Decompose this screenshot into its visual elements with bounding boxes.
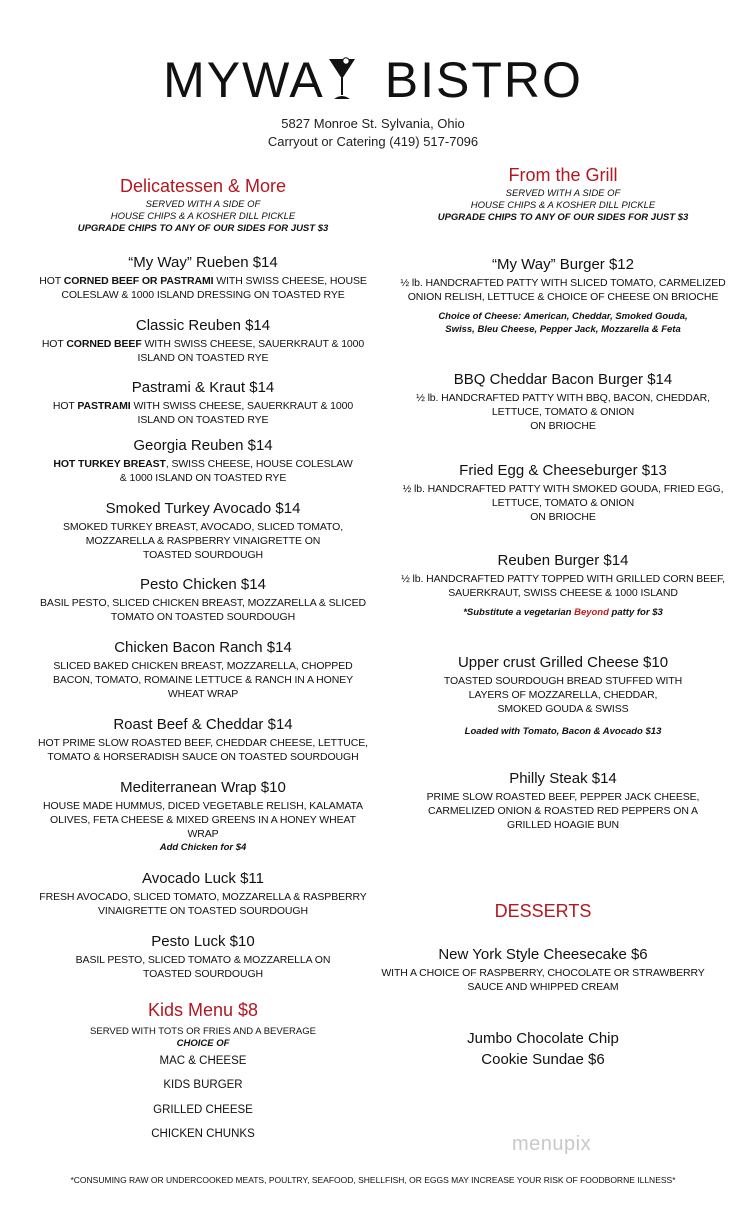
martini-glass-icon: [327, 55, 357, 101]
item-desc: WHEAT WRAP: [167, 688, 239, 700]
item-desc: SLICED BAKED CHICKEN BREAST, MOZZARELLA, CHOPPED: [53, 660, 353, 672]
deli-item: [0, 716, 406, 764]
item-name: New York Style Cheesecake $6: [438, 946, 648, 963]
item-desc: HOT PRIME SLOW ROASTED BEEF, CHEDDAR CHEESE, LETTUCE,: [38, 737, 368, 749]
item-desc-bold: CORNED BEEF OR PASTRAMI: [63, 275, 214, 287]
item-desc: ½ lb. HANDCRAFTED PATTY WITH BBQ, BACON, CHEDDAR,: [416, 392, 710, 404]
item-desc: HOT: [39, 275, 64, 287]
watermark: menupix: [512, 1133, 592, 1155]
item-desc: SAUCE AND WHIPPED CREAM: [467, 981, 619, 993]
item-name: Reuben Burger $14: [497, 552, 629, 569]
item-desc: LETTUCE, TOMATO & ONION: [491, 497, 635, 509]
item-note-brand: Beyond: [574, 607, 609, 618]
item-name: Georgia Reuben $14: [133, 437, 273, 454]
deli-item: [0, 437, 406, 485]
item-desc: ½ lb. HANDCRAFTED PATTY TOPPED WITH GRILLED CORN BEEF,: [401, 573, 725, 585]
item-desc: WITH SWISS CHEESE, HOUSE: [213, 275, 367, 287]
deli-item: [0, 254, 406, 302]
item-name: “My Way” Burger $12: [492, 256, 634, 273]
grill-sub3: UPGRADE CHIPS TO ANY OF OUR SIDES FOR JUST $3: [437, 212, 689, 223]
item-desc: BASIL PESTO, SLICED TOMATO & MOZZARELLA ON: [75, 954, 331, 966]
item-desc: ½ lb. HANDCRAFTED PATTY WITH SMOKED GOUDA, FRIED EGG,: [402, 483, 724, 495]
item-desc: WITH A CHOICE OF RASPBERRY, CHOCOLATE OR STRAWBERRY: [381, 967, 705, 979]
grill-item: [380, 654, 746, 738]
grill-item: [380, 462, 746, 524]
item-name: Philly Steak $14: [509, 770, 617, 787]
dessert-item: [370, 946, 716, 994]
deli-section: [0, 176, 406, 235]
deli-sub1: SERVED WITH A SIDE OF: [145, 199, 261, 210]
item-desc: ISLAND ON TOASTED RYE: [137, 414, 269, 426]
item-desc: ON BRIOCHE: [530, 511, 596, 523]
item-note: *Substitute a vegetarian: [463, 607, 575, 618]
grill-item: [380, 552, 746, 619]
item-note: patty for $3: [608, 607, 663, 618]
address: 5827 Monroe St. Sylvania, Ohio: [281, 116, 465, 131]
deli-title: Delicatessen & More: [119, 176, 287, 196]
item-desc: SMOKED TURKEY BREAST, AVOCADO, SLICED TOMATO,: [62, 521, 344, 533]
item-desc: , SWISS CHEESE, HOUSE COLESLAW: [165, 458, 353, 470]
item-desc-bold: HOT TURKEY BREAST: [53, 458, 166, 470]
item-name: Classic Reuben $14: [135, 317, 271, 334]
item-desc: TOASTED SOURDOUGH: [142, 968, 264, 980]
phone-line: Carryout or Catering (419) 517-7096: [267, 134, 479, 149]
item-desc: HOT: [41, 338, 67, 350]
kids-title: Kids Menu $8: [147, 1000, 259, 1020]
item-desc: ONION RELISH, LETTUCE & CHOICE OF CHEESE ON BRIOCHE: [407, 291, 719, 303]
item-desc-bold: CORNED BEEF: [66, 338, 142, 350]
item-desc: HOUSE MADE HUMMUS, DICED VEGETABLE RELISH, KALAMATA: [43, 800, 363, 812]
item-note: Choice of Cheese: American, Cheddar, Smoked Gouda,: [438, 311, 688, 322]
kids-item: CHICKEN CHUNKS: [151, 1128, 255, 1140]
item-desc: TOMATO ON TOASTED SOURDOUGH: [110, 611, 296, 623]
item-name: Fried Egg & Cheeseburger $13: [459, 462, 667, 479]
item-desc: GRILLED HOAGIE BUN: [507, 819, 619, 831]
grill-item: [380, 256, 746, 336]
logo-text-part2: BISTRO: [384, 52, 583, 108]
dessert-item: [370, 1028, 716, 1070]
item-desc: ½ lb. HANDCRAFTED PATTY WITH SLICED TOMATO, CARMELIZED: [400, 277, 726, 289]
item-desc: FRESH AVOCADO, SLICED TOMATO, MOZZARELLA & RASPBERRY: [39, 891, 367, 903]
disclaimer: *CONSUMING RAW OR UNDERCOOKED MEATS, POULTRY, SEAFOOD, SHELLFISH, OR EGGS MAY INCREASE YOUR RISK OF FOODBORNE ILLNESS*: [70, 1175, 676, 1185]
item-desc: PRIME SLOW ROASTED BEEF, PEPPER JACK CHEESE,: [426, 791, 700, 803]
item-desc: WITH SWISS CHEESE, SAUERKRAUT & 1000: [130, 400, 354, 412]
grill-item: [380, 770, 746, 832]
deli-item: [0, 379, 406, 427]
deli-item: [0, 870, 406, 918]
deli-item: [0, 500, 406, 562]
item-desc: SMOKED GOUDA & SWISS: [497, 703, 629, 715]
grill-sub2: HOUSE CHIPS & A KOSHER DILL PICKLE: [470, 200, 656, 211]
item-note: Swiss, Bleu Cheese, Pepper Jack, Mozzarella & Feta: [445, 324, 681, 335]
item-desc: TOASTED SOURDOUGH BREAD STUFFED WITH: [443, 675, 683, 687]
deli-item: [0, 933, 406, 981]
item-name: Pastrami & Kraut $14: [131, 379, 275, 396]
item-name: Cookie Sundae $6: [481, 1051, 605, 1068]
item-desc: ISLAND ON TOASTED RYE: [137, 352, 269, 364]
item-name: Roast Beef & Cheddar $14: [113, 716, 293, 733]
deli-item: [0, 317, 406, 365]
item-desc: CARMELIZED ONION & ROASTED RED PEPPERS ON A: [428, 805, 698, 817]
item-name: Smoked Turkey Avocado $14: [105, 500, 301, 517]
item-desc: TOASTED SOURDOUGH: [142, 549, 264, 561]
item-name: Chicken Bacon Ranch $14: [114, 639, 292, 656]
item-desc: HOT: [52, 400, 78, 412]
item-desc: VINAIGRETTE ON TOASTED SOURDOUGH: [98, 905, 308, 917]
deli-item: [0, 779, 406, 854]
grill-sub1: SERVED WITH A SIDE OF: [505, 188, 621, 199]
kids-item: KIDS BURGER: [163, 1079, 243, 1091]
item-name: Mediterranean Wrap $10: [120, 779, 286, 796]
item-desc: ON BRIOCHE: [530, 420, 596, 432]
item-name: “My Way” Rueben $14: [128, 254, 278, 271]
item-desc: COLESLAW & 1000 ISLAND DRESSING ON TOASTED RYE: [61, 289, 345, 301]
grill-section: [380, 165, 746, 224]
item-note: Loaded with Tomato, Bacon & Avocado $13: [464, 726, 662, 737]
desserts-title: DESSERTS: [494, 901, 592, 921]
kids-sub1: SERVED WITH TOTS OR FRIES AND A BEVERAGE: [90, 1026, 316, 1037]
kids-section: [0, 1000, 406, 1050]
kids-sub2: CHOICE OF: [176, 1038, 230, 1049]
item-name: Pesto Chicken $14: [140, 576, 266, 593]
item-desc: TOMATO & HORSERADISH SAUCE ON TOASTED SOURDOUGH: [47, 751, 359, 763]
item-name: Pesto Luck $10: [151, 933, 255, 950]
item-desc: WITH SWISS CHEESE, SAUERKRAUT & 1000: [141, 338, 365, 350]
item-desc: SAUERKRAUT, SWISS CHEESE & 1000 ISLAND: [448, 587, 678, 599]
grill-title: From the Grill: [508, 165, 618, 185]
item-desc-bold: PASTRAMI: [77, 400, 131, 412]
deli-sub2: HOUSE CHIPS & A KOSHER DILL PICKLE: [110, 211, 296, 222]
deli-item: [0, 576, 406, 624]
kids-item: GRILLED CHEESE: [153, 1104, 253, 1116]
item-name: BBQ Cheddar Bacon Burger $14: [453, 371, 673, 388]
bistro-logo: [0, 52, 746, 108]
kids-item: MAC & CHEESE: [159, 1055, 247, 1067]
item-note: Add Chicken for $4: [159, 842, 247, 853]
item-desc: MOZZARELLA & RASPBERRY VINAIGRETTE ON: [85, 535, 321, 547]
deli-sub3: UPGRADE CHIPS TO ANY OF OUR SIDES FOR JUST $3: [77, 223, 329, 234]
grill-item: [380, 371, 746, 433]
item-name: Jumbo Chocolate Chip: [467, 1030, 619, 1047]
item-name: Avocado Luck $11: [141, 870, 265, 887]
item-desc: LAYERS OF MOZZARELLA, CHEDDAR,: [468, 689, 658, 701]
item-desc: BASIL PESTO, SLICED CHICKEN BREAST, MOZZARELLA & SLICED: [40, 597, 366, 609]
item-desc: OLIVES, FETA CHEESE & MIXED GREENS IN A HONEY WHEAT: [50, 814, 356, 826]
logo-text-part1: MYWA: [163, 52, 325, 108]
item-desc: WRAP: [187, 828, 219, 840]
deli-item: [0, 639, 406, 701]
item-desc: LETTUCE, TOMATO & ONION: [491, 406, 635, 418]
item-desc: BACON, TOMATO, ROMAINE LETTUCE & RANCH IN A HONEY: [52, 674, 354, 686]
item-name: Upper crust Grilled Cheese $10: [457, 654, 669, 671]
item-desc: & 1000 ISLAND ON TOASTED RYE: [119, 472, 287, 484]
